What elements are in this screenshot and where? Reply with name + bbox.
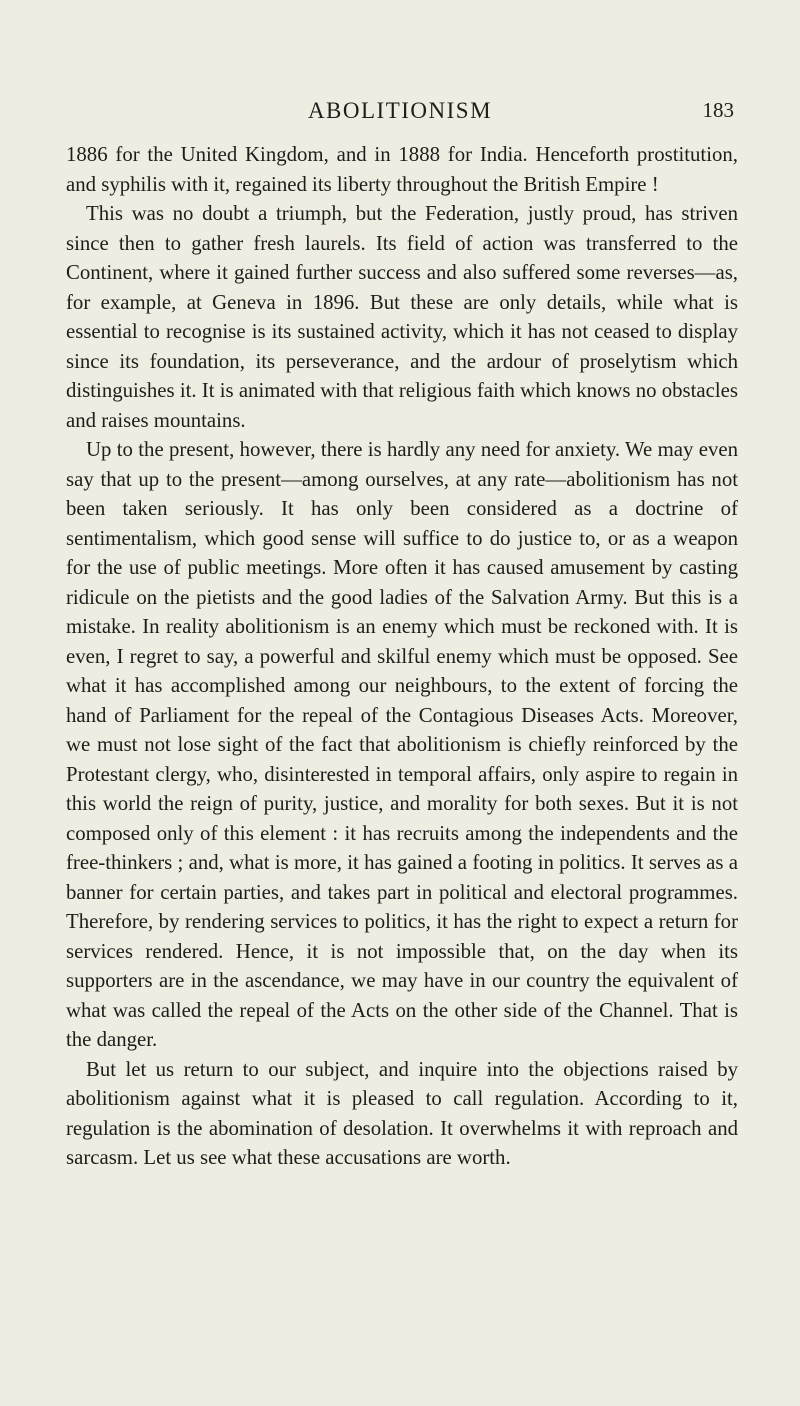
paragraph-1: 1886 for the United Kingdom, and in 1888 for India. Henceforth prostitution, and syphilis with it, regained its liberty throughout the British Empire ! bbox=[66, 143, 738, 196]
page-number: 183 bbox=[702, 98, 734, 122]
paragraph-4: But let us return to our subject, and inquire into the objections raised by abolitionism against what it is pleased to call regulation. According to it, regulation is the abomination of desolation. It overwhelms it with reproach and sarcasm. Let us see what these accusations are worth. bbox=[66, 1057, 738, 1169]
paragraph-2: This was no doubt a triumph, but the Federation, justly proud, has striven since then to gather fresh laurels. Its field of action was transferred to the Continent, where it gained further success and also suffered some reverses—as, for example, at Geneva in 1896. But these are only details, while what is essential to recognise is its sustained activity, which it has not ceased to display since its foundation, its perseverance, and the ardour of proselytism which distinguishes it. It is animated with that religious faith which knows no obstacles and raises mountains. bbox=[66, 202, 738, 432]
body-text bbox=[66, 140, 738, 1173]
running-title: ABOLITIONISM bbox=[307, 98, 493, 123]
paragraph-3: Up to the present, however, there is hardly any need for anxiety. We may even say that up to the present—among ourselves, at any rate—abolitionism has not been taken seriously. It has only been considered as a doctrine of sentimentalism, which good sense will suffice to do justice to, or as a weapon for the use of public meetings. More often it has caused amusement by casting ridicule on the pietists and the good ladies of the Salvation Army. But this is a mistake. In reality abolitionism is an enemy which must be reckoned with. It is even, I regret to say, a powerful and skilful enemy which must be opposed. See what it has accomplished among our neighbours, to the extent of forcing the hand of Parliament for the repeal of the Contagious Diseases Acts. Moreover, we must not lose sight of the fact that abolitionism is chiefly reinforced by the Protestant clergy, who, disinterested in temporal affairs, only aspire to regain in this world the reign of purity, justice, and morality for both sexes. But it is not composed only of this element : it has recruits among the independents and the free-thinkers ; and, what is more, it has gained a footing in politics. It serves as a banner for certain parties, and takes part in political and electoral programmes. Therefore, by rendering services to politics, it has the right to expect a return for services rendered. Hence, it is not impossible that, on the day when its supporters are in the ascendance, we may have in our country the equivalent of what was called the repeal of the Acts on the other side of the Channel. That is the danger. bbox=[66, 438, 738, 1051]
page-header bbox=[0, 98, 800, 134]
